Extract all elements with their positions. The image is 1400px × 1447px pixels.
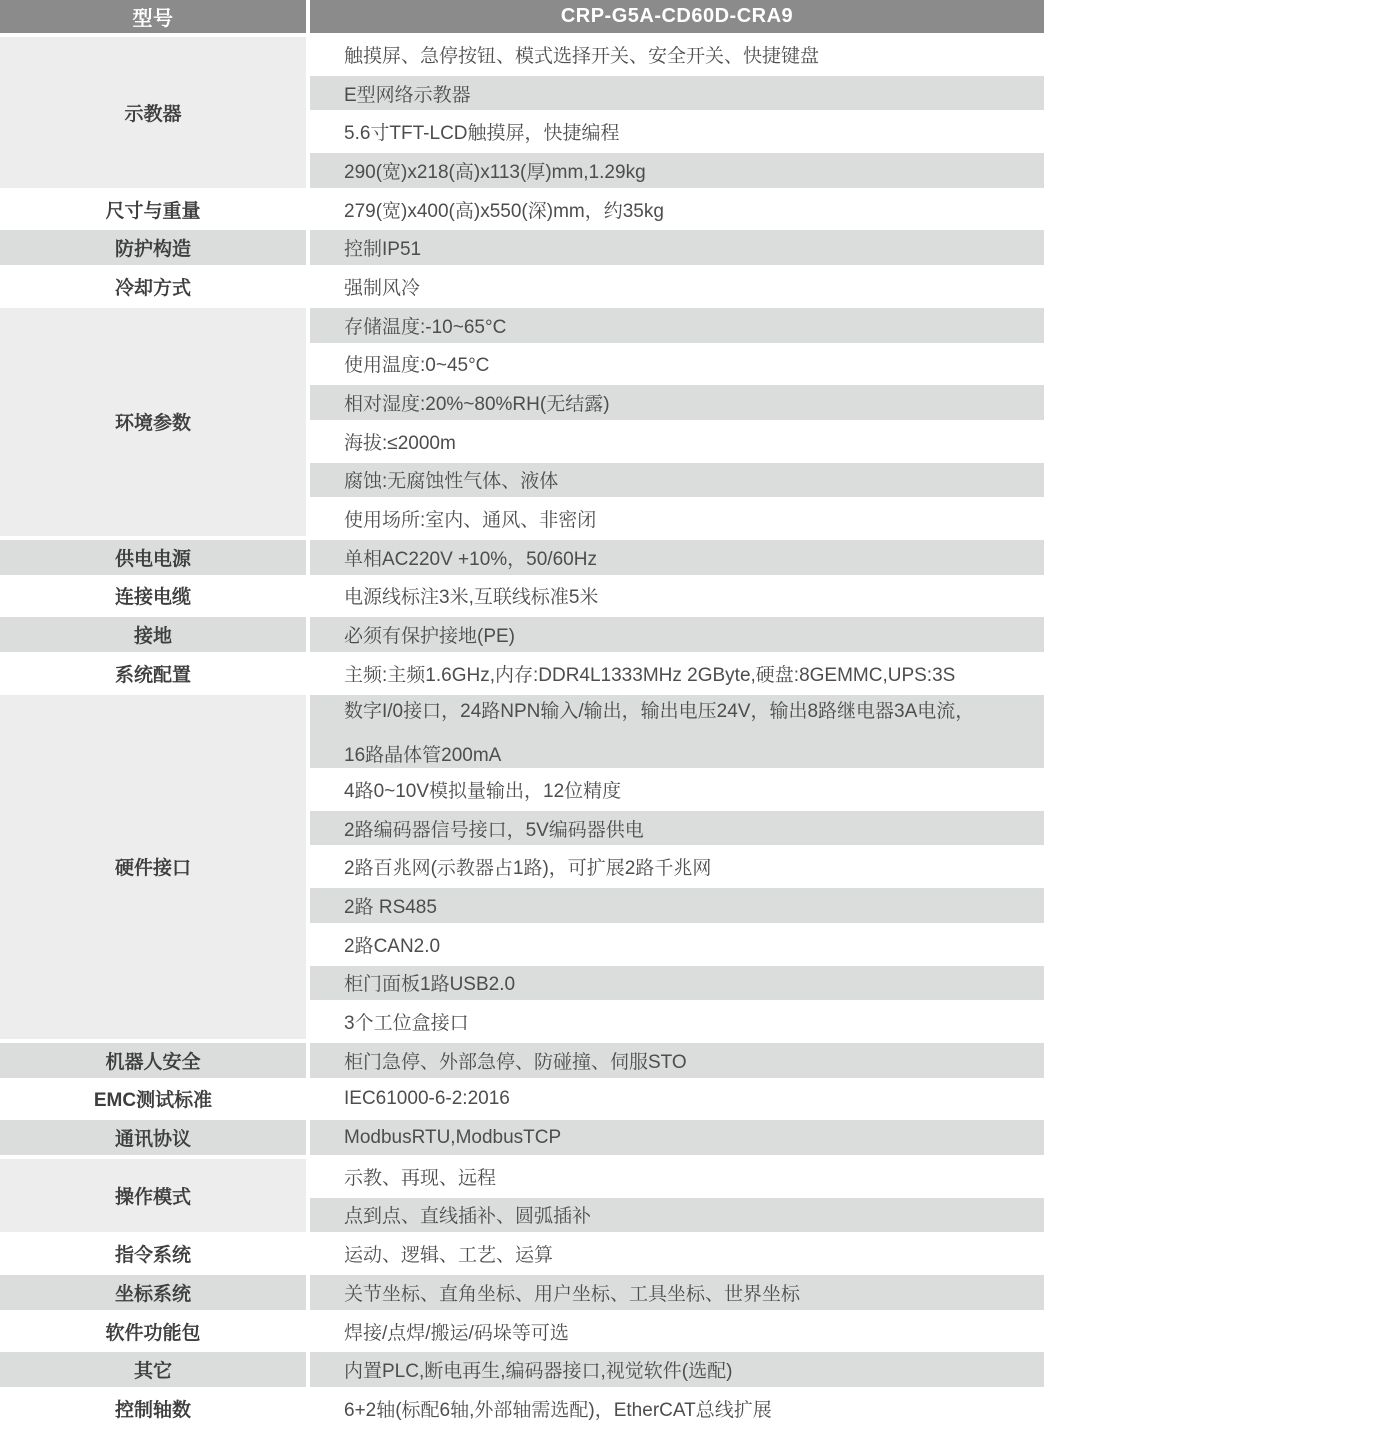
spec-value: [310, 1275, 1044, 1310]
spec-value: [310, 1391, 1044, 1426]
spec-value: [310, 656, 1044, 691]
spec-value: [310, 1043, 1044, 1078]
spec-value-line: 示教、再现、远程: [344, 1167, 497, 1189]
spec-value: [310, 540, 1044, 575]
spec-value-line: 2路CAN2.0: [344, 935, 441, 957]
spec-value: [310, 811, 1044, 846]
spec-value-line: 腐蚀:无腐蚀性气体、液体: [344, 471, 559, 493]
row-label: 指令系统: [0, 1236, 306, 1271]
spec-value-line: 触摸屏、急停按钮、模式选择开关、安全开关、快捷键盘: [344, 45, 820, 67]
spec-value-line: 单相AC220V +10%，50/60Hz: [344, 548, 597, 570]
spec-value: [310, 927, 1044, 962]
spec-value: [310, 695, 1044, 768]
spec-value: [310, 153, 1044, 188]
spec-value-line: 内置PLC,断电再生,编码器接口,视觉软件(选配): [344, 1361, 733, 1383]
spec-value-line: 2路 RS485: [344, 896, 437, 918]
row-label: 机器人安全: [0, 1043, 306, 1078]
spec-value-line: 2路编码器信号接口，5V编码器供电: [344, 819, 644, 841]
spec-value: [310, 1120, 1044, 1155]
spec-value: [310, 1004, 1044, 1039]
spec-value-line: 运动、逻辑、工艺、运算: [344, 1245, 554, 1267]
spec-value: [310, 76, 1044, 111]
spec-value-line: 焊接/点焊/搬运/码垛等可选: [344, 1322, 569, 1344]
row-label: 环境参数: [0, 308, 306, 536]
spec-value: [310, 1198, 1044, 1233]
row-label: 坐标系统: [0, 1275, 306, 1310]
spec-value: [310, 424, 1044, 459]
row-label: 连接电缆: [0, 579, 306, 614]
spec-value-line: 海拔:≤2000m: [344, 432, 456, 454]
spec-value: [310, 385, 1044, 420]
row-label: 接地: [0, 617, 306, 652]
spec-value-line: ModbusRTU,ModbusTCP: [344, 1126, 562, 1148]
spec-value-line: 主频:主频1.6GHz,内存:DDR4L1333MHz 2GByte,硬盘:8GEMMC,UPS:3S: [344, 664, 956, 686]
spec-value-line: 16路晶体管200mA: [344, 744, 502, 766]
spec-value: [310, 966, 1044, 1001]
spec-value: [310, 1082, 1044, 1117]
spec-value-line: 6+2轴(标配6轴,外部轴需选配)，EtherCAT总线扩展: [344, 1399, 772, 1421]
spec-value: [310, 617, 1044, 652]
row-label: 尺寸与重量: [0, 192, 306, 227]
row-label: 系统配置: [0, 656, 306, 691]
spec-value-line: 关节坐标、直角坐标、用户坐标、工具坐标、世界坐标: [344, 1283, 801, 1305]
spec-value: [310, 347, 1044, 382]
spec-value-line: 数字I/0接口，24路NPN输入/输出，输出电压24V，输出8路继电器3A电流，: [344, 700, 975, 722]
row-label: 通讯协议: [0, 1120, 306, 1155]
spec-value-line: 控制IP51: [344, 239, 422, 261]
spec-value: [310, 308, 1044, 343]
header-model-label: 型号: [0, 0, 306, 33]
row-label: 控制轴数: [0, 1391, 306, 1426]
row-label: 供电电源: [0, 540, 306, 575]
spec-value-line: 柜门面板1路USB2.0: [344, 974, 516, 996]
spec-value: [310, 463, 1044, 498]
row-label: 操作模式: [0, 1159, 306, 1232]
row-label: 示教器: [0, 37, 306, 188]
spec-value-line: IEC61000-6-2:2016: [344, 1087, 510, 1109]
spec-value: [310, 1314, 1044, 1349]
spec-value-line: 使用场所:室内、通风、非密闭: [344, 510, 597, 532]
row-label: 防护构造: [0, 230, 306, 265]
spec-value: [310, 579, 1044, 614]
spec-value-line: 290(宽)x218(高)x113(厚)mm,1.29kg: [344, 161, 646, 183]
spec-value-line: 3个工位盒接口: [344, 1013, 469, 1035]
spec-value: [310, 849, 1044, 884]
row-label: 硬件接口: [0, 695, 306, 1039]
row-label: 软件功能包: [0, 1314, 306, 1349]
spec-value-line: 相对湿度:20%~80%RH(无结露): [344, 394, 610, 416]
spec-value-line: 使用温度:0~45°C: [344, 355, 490, 377]
row-label: EMC测试标准: [0, 1082, 306, 1117]
spec-value-line: 柜门急停、外部急停、防碰撞、伺服STO: [344, 1051, 687, 1073]
spec-value-line: 必须有保护接地(PE): [344, 626, 516, 648]
spec-value-line: 点到点、直线插补、圆弧插补: [344, 1206, 592, 1228]
header-model-value: CRP-G5A-CD60D-CRA9: [310, 0, 1044, 33]
spec-value: [310, 192, 1044, 227]
spec-value: [310, 37, 1044, 72]
spec-value: [310, 888, 1044, 923]
spec-value: [310, 772, 1044, 807]
spec-value: [310, 1236, 1044, 1271]
row-label: 冷却方式: [0, 269, 306, 304]
spec-value: [310, 1352, 1044, 1387]
spec-value-line: 存储温度:-10~65°C: [344, 316, 507, 338]
spec-value: [310, 269, 1044, 304]
spec-value-line: 279(宽)x400(高)x550(深)mm，约35kg: [344, 200, 664, 222]
spec-value-line: E型网络示教器: [344, 84, 471, 106]
spec-value-line: 5.6寸TFT-LCD触摸屏，快捷编程: [344, 123, 620, 145]
row-label: 其它: [0, 1352, 306, 1387]
spec-value-line: 强制风冷: [344, 277, 421, 299]
spec-value: [310, 230, 1044, 265]
spec-value-line: 电源线标注3米,互联线标准5米: [344, 587, 599, 609]
spec-value: [310, 1159, 1044, 1194]
spec-value-line: 4路0~10V模拟量输出，12位精度: [344, 780, 622, 802]
spec-value: [310, 114, 1044, 149]
spec-value: [310, 501, 1044, 536]
spec-value-line: 2路百兆网(示教器占1路)，可扩展2路千兆网: [344, 858, 712, 880]
